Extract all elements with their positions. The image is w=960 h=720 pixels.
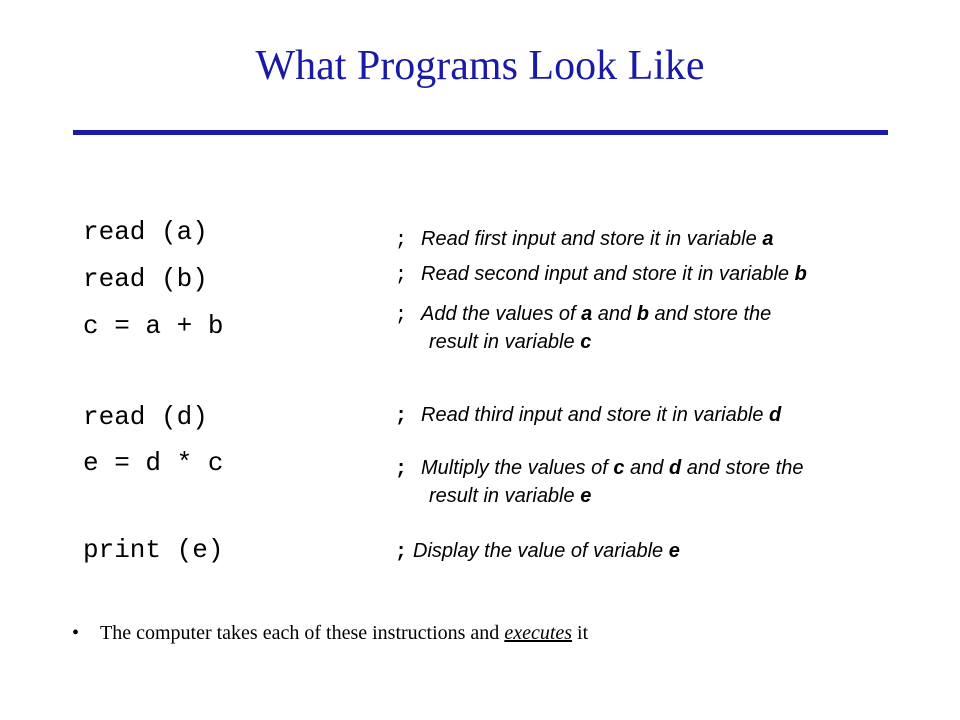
comment-3: [395, 301, 771, 355]
code-line: c = a + b: [83, 311, 224, 341]
comment-1: [395, 226, 773, 254]
code-line: print (e): [83, 535, 224, 565]
code-line: read (d): [83, 402, 208, 432]
comment-var: a: [762, 228, 774, 250]
slide-title: What Programs Look Like: [255, 43, 705, 89]
comment-text: result in variable: [429, 485, 581, 507]
comment-var: c: [580, 331, 592, 353]
comment-var: b: [794, 263, 807, 285]
comment-var: e: [580, 485, 592, 507]
comment-semicolon: ;: [395, 541, 408, 564]
bullet-item: [72, 622, 588, 645]
comment-semicolon: ;: [395, 229, 408, 252]
comment-var: e: [668, 540, 680, 562]
comment-continuation: [395, 483, 803, 509]
comment-continuation: [395, 329, 771, 355]
comment-var: d: [769, 404, 782, 426]
comment-text: result in variable: [429, 331, 581, 353]
comment-semicolon: ;: [395, 304, 408, 327]
comment-var: a: [581, 303, 593, 325]
comment-5: [395, 455, 803, 509]
comment-semicolon: ;: [395, 264, 408, 287]
comment-text: Add the values of: [421, 303, 582, 325]
comment-text: and store the: [648, 303, 772, 325]
comment-text: Multiply the values of: [421, 457, 614, 479]
comment-text: and: [592, 303, 637, 325]
code-line: read (b): [83, 264, 208, 294]
title-underline: [73, 130, 888, 135]
bullet-emphasis: executes: [504, 622, 573, 644]
comment-semicolon: ;: [395, 405, 408, 428]
bullet-icon: •: [72, 622, 80, 644]
comment-text: and store the: [681, 457, 804, 479]
comment-var: d: [668, 457, 682, 479]
comment-6: [395, 538, 680, 566]
comment-text: Read first input and store it in variable: [421, 228, 763, 250]
bullet-text: The computer takes each of these instructions and: [100, 622, 505, 644]
comment-text: Read third input and store it in variable: [421, 404, 769, 426]
code-line: e = d * c: [83, 448, 224, 478]
code-line: read (a): [83, 217, 208, 247]
comment-var: b: [636, 303, 649, 325]
comment-text: Display the value of variable: [413, 540, 669, 562]
bullet-text: it: [572, 622, 589, 644]
comment-2: [395, 261, 807, 289]
comment-var: c: [613, 457, 625, 479]
comment-text: Read second input and store it in variable: [421, 263, 795, 285]
comment-text: and: [624, 457, 669, 479]
comment-semicolon: ;: [395, 458, 408, 481]
comment-4: [395, 402, 781, 430]
